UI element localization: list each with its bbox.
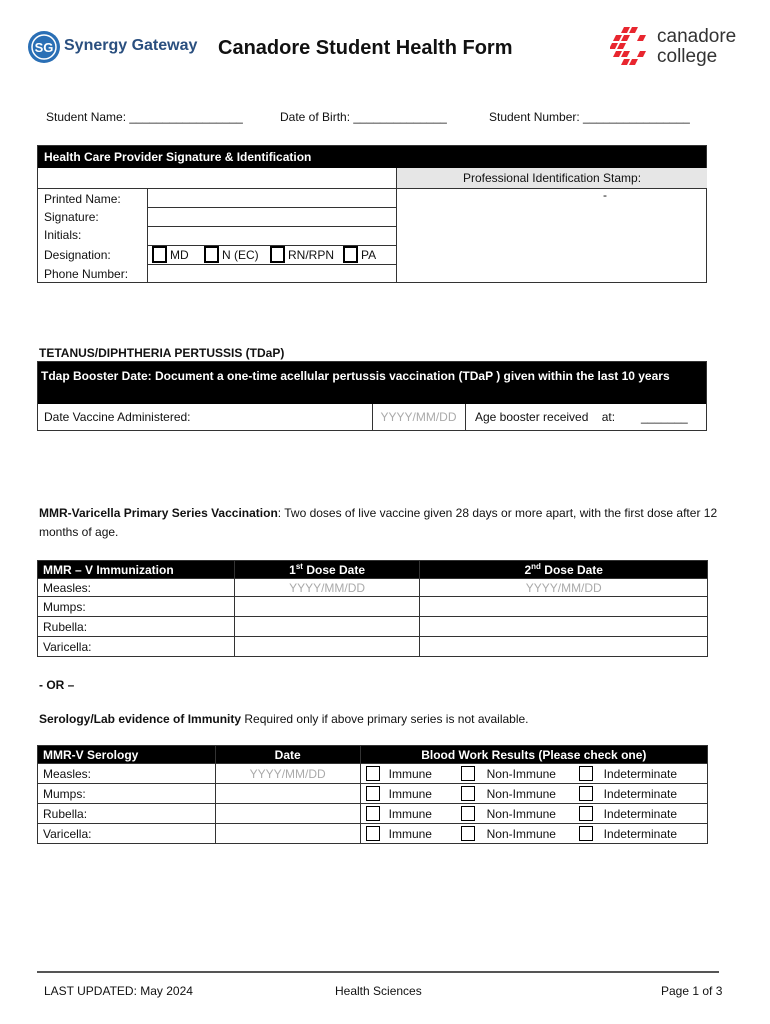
serology-row-mumps: Mumps: bbox=[38, 784, 216, 804]
n-ec-checkbox[interactable] bbox=[204, 246, 219, 263]
non-immune-label: Non-Immune bbox=[486, 807, 556, 821]
mumps-serology-date-input[interactable] bbox=[215, 784, 360, 804]
mumps-indeterminate-checkbox[interactable] bbox=[579, 786, 593, 801]
varicella-second-dose-input[interactable] bbox=[420, 637, 708, 657]
designation-label: Designation: bbox=[44, 248, 111, 262]
student-number-field[interactable]: Student Number: ________________ bbox=[489, 110, 690, 124]
tdap-table bbox=[37, 361, 707, 431]
mumps-results bbox=[360, 784, 707, 804]
page-title: Canadore Student Health Form bbox=[218, 37, 513, 59]
mmr-col-first-dose: 1st Dose Date bbox=[234, 561, 420, 579]
phone-number-label: Phone Number: bbox=[44, 267, 129, 281]
printed-name-label: Printed Name: bbox=[44, 192, 121, 206]
stamp-value: - bbox=[603, 188, 607, 202]
college-text: college bbox=[657, 46, 718, 67]
serology-row-measles: Measles: bbox=[38, 764, 216, 784]
measles-indeterminate-checkbox[interactable] bbox=[579, 766, 593, 781]
mmr-col-second-dose: 2nd Dose Date bbox=[420, 561, 708, 579]
indeterminate-label: Indeterminate bbox=[603, 827, 678, 841]
indeterminate-label: Indeterminate bbox=[603, 767, 678, 781]
serology-intro: Serology/Lab evidence of Immunity Required only if above primary series is not available. bbox=[39, 712, 529, 726]
initials-input[interactable] bbox=[148, 227, 396, 245]
indeterminate-label: Indeterminate bbox=[603, 807, 678, 821]
rubella-non-immune-checkbox[interactable] bbox=[461, 806, 475, 821]
signature-input[interactable] bbox=[148, 208, 396, 226]
varicella-non-immune-checkbox[interactable] bbox=[461, 826, 475, 841]
mmr-row-rubella: Rubella: bbox=[38, 617, 235, 637]
serology-row-varicella: Varicella: bbox=[38, 824, 216, 844]
rn-rpn-label: RN/RPN bbox=[288, 248, 335, 262]
varicella-serology-date-input[interactable] bbox=[215, 824, 360, 844]
measles-first-dose-input[interactable]: YYYY/MM/DD bbox=[234, 579, 420, 597]
varicella-immune-checkbox[interactable] bbox=[366, 826, 380, 841]
table-row bbox=[38, 617, 708, 637]
last-updated: LAST UPDATED: May 2024 bbox=[44, 984, 193, 998]
table-row bbox=[38, 824, 708, 844]
mmr-header-row bbox=[38, 561, 708, 579]
stamp-label: Professional Identification Stamp: bbox=[462, 171, 642, 185]
table-row bbox=[38, 637, 708, 657]
n-ec-label: N (EC) bbox=[222, 248, 259, 262]
tdap-section-title: TETANUS/DIPHTHERIA PERTUSSIS (TDaP) bbox=[39, 346, 285, 360]
signature-label: Signature: bbox=[44, 210, 99, 224]
serology-table bbox=[37, 745, 708, 844]
md-label: MD bbox=[170, 248, 189, 262]
canadore-chevron-icon bbox=[610, 25, 654, 71]
pa-checkbox[interactable] bbox=[343, 246, 358, 263]
table-row bbox=[38, 597, 708, 617]
page-number: Page 1 of 3 bbox=[661, 984, 723, 998]
synergy-gateway-logo bbox=[27, 30, 198, 66]
canadore-college-logo bbox=[610, 25, 750, 71]
or-separator: - OR – bbox=[39, 678, 75, 692]
phone-number-input[interactable] bbox=[148, 265, 396, 283]
age-booster-input[interactable]: _______ bbox=[641, 410, 688, 424]
tdap-header: Tdap Booster Date: Document a one-time acellular pertussis vaccination (TDaP ) given within the last 10 years bbox=[38, 362, 706, 404]
immune-label: Immune bbox=[388, 827, 432, 841]
initials-label: Initials: bbox=[44, 228, 82, 242]
mmr-row-measles: Measles: bbox=[38, 579, 235, 597]
rubella-second-dose-input[interactable] bbox=[420, 617, 708, 637]
non-immune-label: Non-Immune bbox=[486, 767, 556, 781]
printed-name-input[interactable] bbox=[148, 188, 396, 207]
stamp-box[interactable] bbox=[396, 168, 707, 283]
mumps-non-immune-checkbox[interactable] bbox=[461, 786, 475, 801]
immune-label: Immune bbox=[388, 787, 432, 801]
immune-label: Immune bbox=[388, 807, 432, 821]
serology-col-name: MMR-V Serology bbox=[38, 746, 216, 764]
provider-section bbox=[37, 145, 707, 283]
rubella-immune-checkbox[interactable] bbox=[366, 806, 380, 821]
provider-header: Health Care Provider Signature & Identification bbox=[38, 146, 706, 168]
rubella-first-dose-input[interactable] bbox=[234, 617, 420, 637]
immune-label: Immune bbox=[388, 767, 432, 781]
footer-department: Health Sciences bbox=[335, 984, 422, 998]
varicella-results bbox=[360, 824, 707, 844]
designation-options bbox=[150, 245, 396, 265]
canadore-text: canadore bbox=[657, 26, 737, 47]
table-row bbox=[38, 784, 708, 804]
mmr-row-mumps: Mumps: bbox=[38, 597, 235, 617]
mmr-col-immunization: MMR – V Immunization bbox=[38, 561, 235, 579]
pa-label: PA bbox=[361, 248, 377, 262]
date-vaccine-label: Date Vaccine Administered: bbox=[44, 410, 191, 424]
rn-rpn-checkbox[interactable] bbox=[270, 246, 285, 263]
mmr-row-varicella: Varicella: bbox=[38, 637, 235, 657]
varicella-indeterminate-checkbox[interactable] bbox=[579, 826, 593, 841]
rubella-results bbox=[360, 804, 707, 824]
indeterminate-label: Indeterminate bbox=[603, 787, 678, 801]
svg-text:SG: SG bbox=[34, 40, 54, 55]
mmr-intro-line2: months of age. bbox=[39, 525, 119, 539]
mmr-table bbox=[37, 560, 708, 657]
md-checkbox[interactable] bbox=[152, 246, 167, 263]
footer-divider bbox=[37, 971, 719, 973]
measles-serology-date-input[interactable]: YYYY/MM/DD bbox=[215, 764, 360, 784]
mmr-intro: MMR-Varicella Primary Series Vaccination: Two doses of live vaccine given 28 days or more apart, with the first dose after 12 bbox=[39, 506, 718, 520]
mumps-immune-checkbox[interactable] bbox=[366, 786, 380, 801]
serology-col-date: Date bbox=[215, 746, 360, 764]
synergy-gateway-text: Synergy Gateway bbox=[64, 37, 198, 54]
synergy-gateway-emblem-icon bbox=[27, 30, 61, 64]
measles-second-dose-input[interactable]: YYYY/MM/DD bbox=[420, 579, 708, 597]
age-booster-label: Age booster received at: bbox=[475, 410, 616, 424]
mumps-second-dose-input[interactable] bbox=[420, 597, 708, 617]
varicella-first-dose-input[interactable] bbox=[234, 637, 420, 657]
mumps-first-dose-input[interactable] bbox=[234, 597, 420, 617]
table-row bbox=[38, 764, 708, 784]
student-name-field[interactable]: Student Name: _________________ bbox=[46, 110, 243, 124]
measles-non-immune-checkbox[interactable] bbox=[461, 766, 475, 781]
table-row bbox=[38, 579, 708, 597]
rubella-indeterminate-checkbox[interactable] bbox=[579, 806, 593, 821]
serology-header-row bbox=[38, 746, 708, 764]
serology-col-results: Blood Work Results (Please check one) bbox=[360, 746, 707, 764]
serology-row-rubella: Rubella: bbox=[38, 804, 216, 824]
rubella-serology-date-input[interactable] bbox=[215, 804, 360, 824]
date-of-birth-field[interactable]: Date of Birth: ______________ bbox=[280, 110, 447, 124]
measles-results bbox=[360, 764, 707, 784]
non-immune-label: Non-Immune bbox=[486, 827, 556, 841]
measles-immune-checkbox[interactable] bbox=[366, 766, 380, 781]
non-immune-label: Non-Immune bbox=[486, 787, 556, 801]
tdap-date-input[interactable]: YYYY/MM/DD bbox=[380, 410, 457, 424]
table-row bbox=[38, 804, 708, 824]
